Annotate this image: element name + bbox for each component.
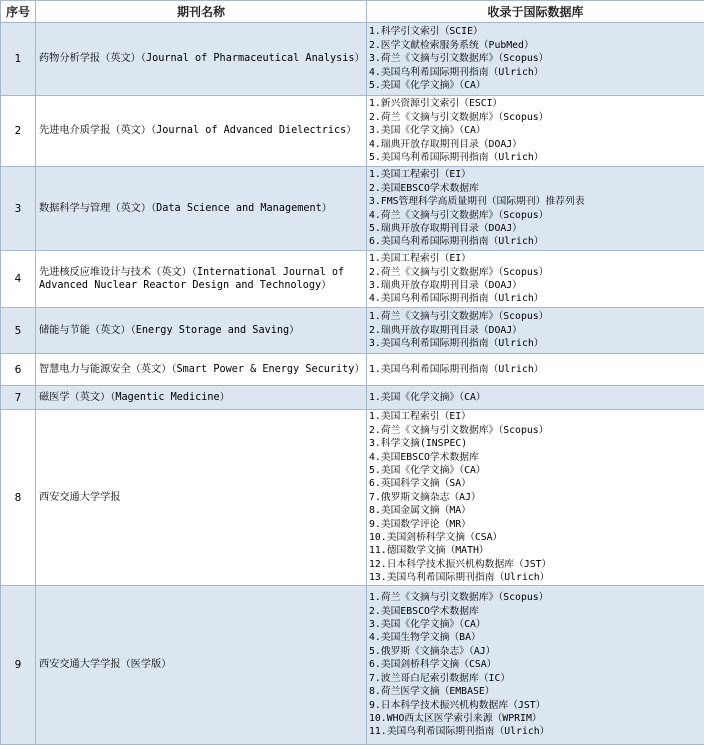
database-entry: 4.荷兰《文摘与引文数据库》（Scopus） — [369, 209, 702, 222]
database-entry: 1.美国《化学文摘》（CA） — [369, 391, 702, 404]
database-entry: 2.医学文献检索服务系统（PubMed） — [369, 39, 702, 52]
database-list — [367, 251, 704, 308]
database-entry: 11.美国乌利希国际期刊指南（Ulrich） — [369, 725, 702, 738]
table-row — [1, 167, 704, 251]
journal-name: 药物分析学报（英文）（Journal of Pharmaceutical Analysis） — [36, 23, 367, 96]
database-entry: 3.荷兰《文摘与引文数据库》（Scopus） — [369, 52, 702, 65]
database-entry: 2.荷兰《文摘与引文数据库》（Scopus） — [369, 111, 702, 124]
database-entry: 1.荷兰《文摘与引文数据库》（Scopus） — [369, 310, 702, 323]
database-list — [367, 167, 704, 251]
database-entry: 1.美国工程索引（EI） — [369, 168, 702, 181]
database-list — [367, 23, 704, 96]
database-entry: 10.美国剑桥科学文摘（CSA） — [369, 531, 702, 544]
journal-name: 智慧电力与能源安全（英文）（Smart Power & Energy Security） — [36, 354, 367, 386]
database-list — [367, 586, 704, 745]
database-entry: 13.美国乌利希国际期刊指南（Ulrich） — [369, 571, 702, 584]
journal-name: 先进电介质学报（英文）（Journal of Advanced Dielectrics） — [36, 96, 367, 167]
database-list — [367, 386, 704, 410]
database-entry: 5.美国《化学文摘》（CA） — [369, 464, 702, 477]
database-list — [367, 308, 704, 354]
row-number: 3 — [1, 167, 36, 251]
header-no: 序号 — [1, 1, 36, 23]
row-number: 2 — [1, 96, 36, 167]
database-entry: 4.美国生物学文摘（BA） — [369, 631, 702, 644]
database-entry: 2.荷兰《文摘与引文数据库》（Scopus） — [369, 424, 702, 437]
database-entry: 3.瑞典开放存取期刊目录（DOAJ） — [369, 279, 702, 292]
journal-name: 储能与节能（英文）（Energy Storage and Saving） — [36, 308, 367, 354]
table-row — [1, 96, 704, 167]
row-number: 5 — [1, 308, 36, 354]
database-list — [367, 410, 704, 586]
database-entry: 1.新兴资源引文索引（ESCI） — [369, 97, 702, 110]
database-entry: 12.日本科学技术振兴机构数据库（JST） — [369, 558, 702, 571]
database-entry: 1.美国乌利希国际期刊指南（Ulrich） — [369, 363, 702, 376]
journal-name: 数据科学与管理（英文）（Data Science and Management） — [36, 167, 367, 251]
database-entry: 3.FMS管理科学高质量期刊（国际期刊）推荐列表 — [369, 195, 702, 208]
table-row — [1, 410, 704, 586]
database-entry: 5.俄罗斯《文摘杂志》（AJ） — [369, 645, 702, 658]
database-entry: 3.美国《化学文摘》（CA） — [369, 124, 702, 137]
row-number: 8 — [1, 410, 36, 586]
database-entry: 1.科学引文索引（SCIE） — [369, 25, 702, 38]
database-entry: 1.荷兰《文摘与引文数据库》（Scopus） — [369, 591, 702, 604]
database-entry: 4.美国乌利希国际期刊指南（Ulrich） — [369, 292, 702, 305]
row-number: 4 — [1, 251, 36, 308]
database-entry: 11.德国数学文摘（MATH） — [369, 544, 702, 557]
database-list — [367, 96, 704, 167]
database-entry: 9.美国数学评论（MR） — [369, 518, 702, 531]
header-journal-name: 期刊名称 — [36, 1, 367, 23]
table-row — [1, 23, 704, 96]
database-entry: 1.美国工程索引（EI） — [369, 410, 702, 423]
table-row — [1, 586, 704, 745]
table-row — [1, 386, 704, 410]
row-number: 6 — [1, 354, 36, 386]
database-entry: 4.美国乌利希国际期刊指南（Ulrich） — [369, 66, 702, 79]
database-entry: 5.美国乌利希国际期刊指南（Ulrich） — [369, 151, 702, 164]
database-entry: 3.美国乌利希国际期刊指南（Ulrich） — [369, 337, 702, 350]
database-entry: 8.荷兰医学文摘（EMBASE） — [369, 685, 702, 698]
database-entry: 10.WHO西太区医学索引来源（WPRIM） — [369, 712, 702, 725]
row-number: 9 — [1, 586, 36, 745]
database-entry: 2.美国EBSCO学术数据库 — [369, 182, 702, 195]
database-entry: 4.美国EBSCO学术数据库 — [369, 451, 702, 464]
database-entry: 6.美国剑桥科学文摘（CSA） — [369, 658, 702, 671]
table-row — [1, 308, 704, 354]
table-row — [1, 354, 704, 386]
database-entry: 4.瑞典开放存取期刊目录（DOAJ） — [369, 138, 702, 151]
database-entry: 5.瑞典开放存取期刊目录（DOAJ） — [369, 222, 702, 235]
database-entry: 7.波兰哥白尼索引数据库（IC） — [369, 672, 702, 685]
journal-name: 先进核反应堆设计与技术（英文）（International Journal of Advanced Nuclear Reactor Design and Technology） — [36, 251, 367, 308]
database-entry: 3.科学文摘(INSPEC) — [369, 437, 702, 450]
database-entry: 6.英国科学文摘（SA） — [369, 477, 702, 490]
database-entry: 8.美国金属文摘（MA） — [369, 504, 702, 517]
database-entry: 5.美国《化学文摘》（CA） — [369, 79, 702, 92]
database-entry: 7.俄罗斯文摘杂志（AJ） — [369, 491, 702, 504]
database-entry: 2.美国EBSCO学术数据库 — [369, 605, 702, 618]
row-number: 1 — [1, 23, 36, 96]
header-row — [1, 1, 704, 23]
database-entry: 9.日本科学技术振兴机构数据库（JST） — [369, 699, 702, 712]
journal-name: 西安交通大学学报 — [36, 410, 367, 586]
database-entry: 2.荷兰《文摘与引文数据库》（Scopus） — [369, 266, 702, 279]
row-number: 7 — [1, 386, 36, 410]
database-entry: 1.美国工程索引（EI） — [369, 252, 702, 265]
database-entry: 3.美国《化学文摘》（CA） — [369, 618, 702, 631]
table-row — [1, 251, 704, 308]
journal-name: 西安交通大学学报（医学版） — [36, 586, 367, 745]
journal-name: 磁医学（英文）（Magentic Medicine） — [36, 386, 367, 410]
header-indexed-databases: 收录于国际数据库 — [367, 1, 704, 23]
database-list — [367, 354, 704, 386]
database-entry: 6.美国乌利希国际期刊指南（Ulrich） — [369, 235, 702, 248]
database-entry: 2.瑞典开放存取期刊目录（DOAJ） — [369, 324, 702, 337]
